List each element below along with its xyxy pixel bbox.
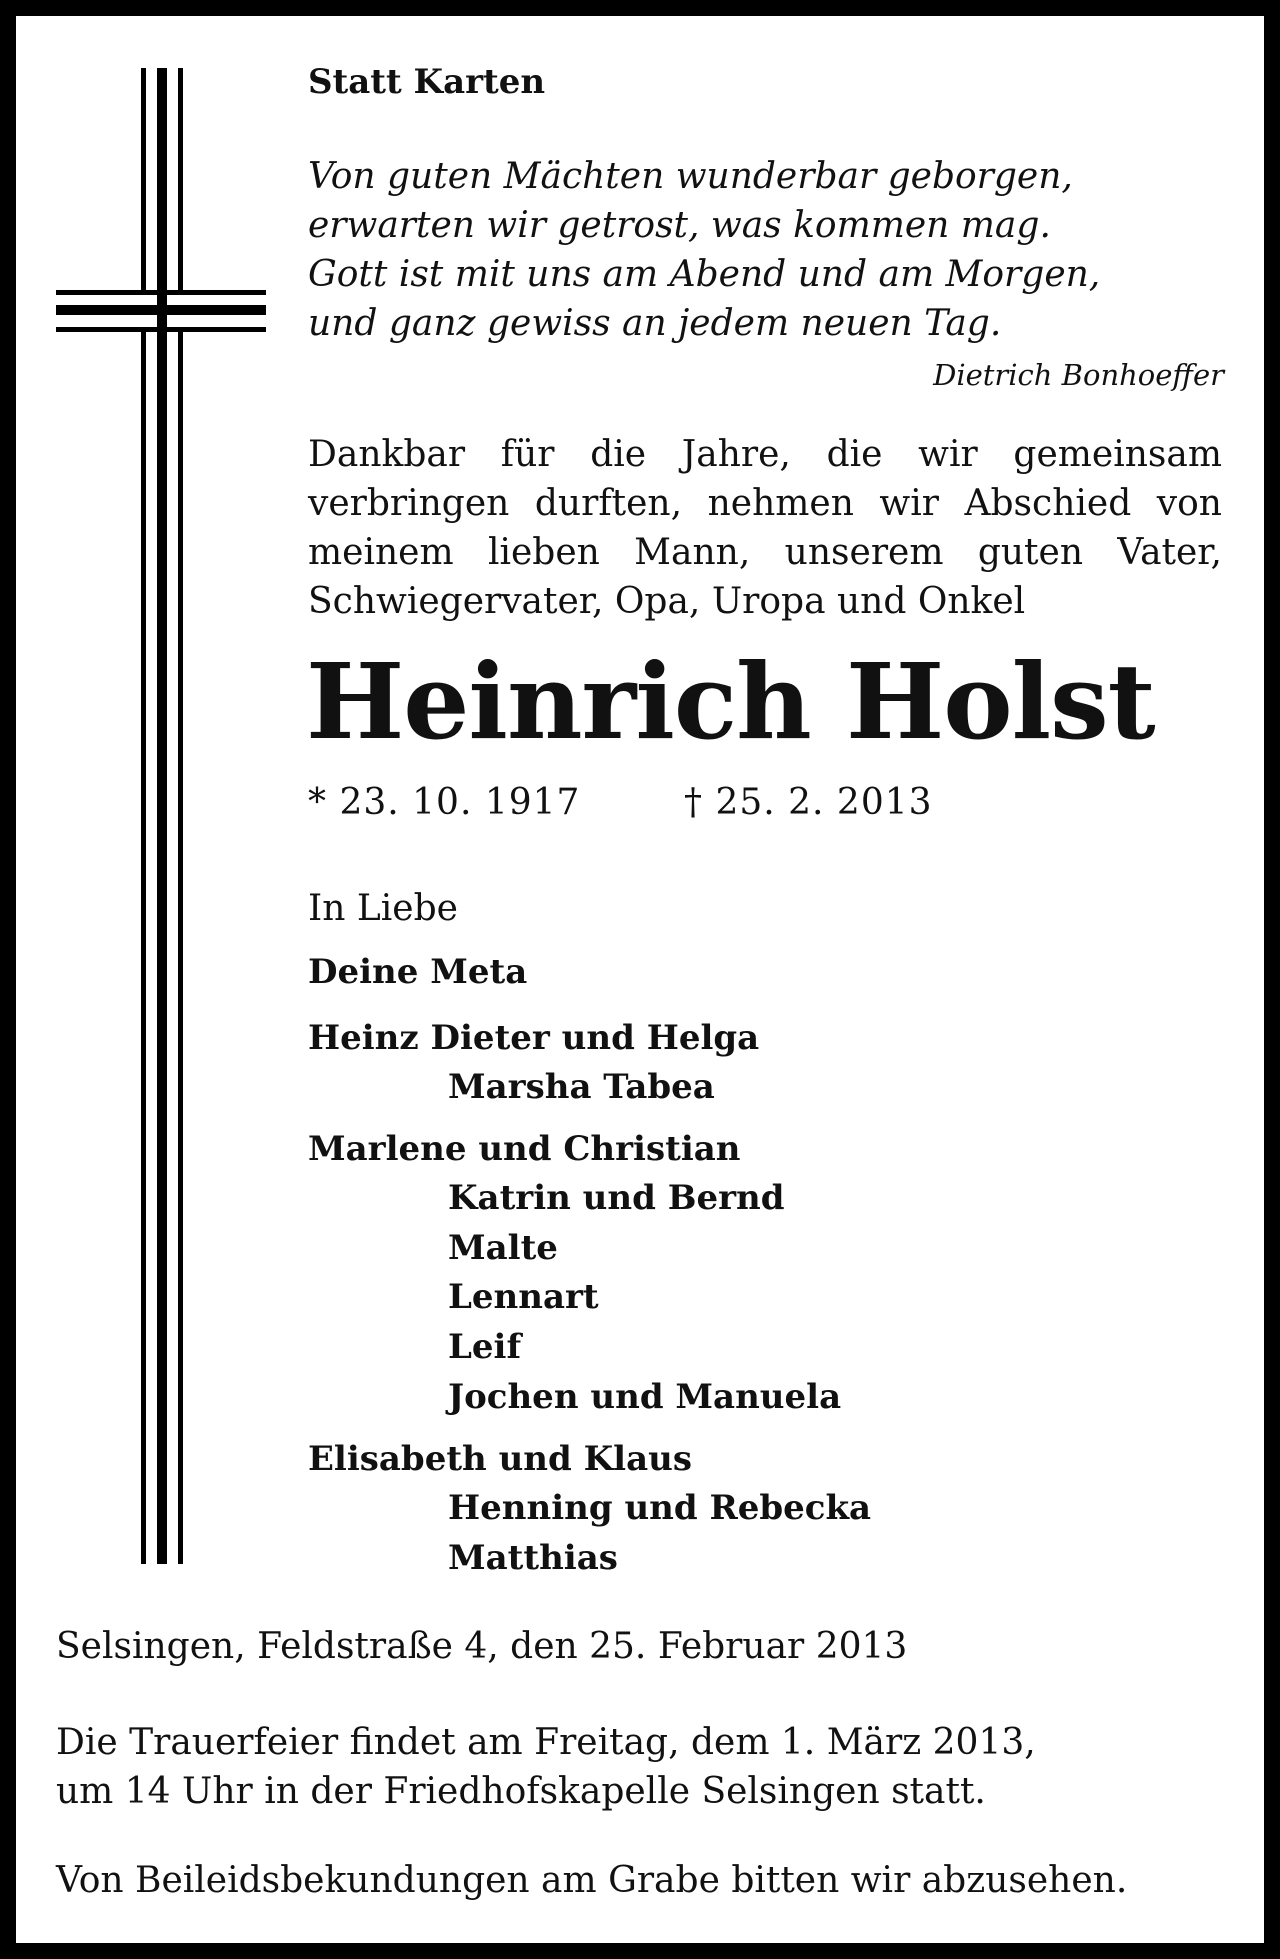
death-date: † 25. 2. 2013: [684, 782, 933, 823]
condolence-note: Von Beileidsbekundungen am Grabe bitten wir abzusehen.: [56, 1860, 1128, 1901]
intro-line: Dankbar für die Jahre, die wir gemeinsam: [308, 434, 1222, 475]
service-line: Die Trauerfeier findet am Freitag, dem 1. März 2013,: [56, 1722, 1036, 1763]
poem-line: und ganz gewiss an jedem neuen Tag.: [308, 303, 1002, 344]
family-member: Henning und Rebecka: [448, 1488, 872, 1528]
poem-line: Gott ist mit uns am Abend und am Morgen,: [308, 254, 1101, 295]
family-member: Jochen und Manuela: [448, 1377, 842, 1417]
family-member: Marlene und Christian: [308, 1129, 741, 1169]
poem-quote: [308, 152, 1100, 348]
family-member: Malte: [448, 1228, 558, 1268]
intro-line: verbringen durften, nehmen wir Abschied von: [308, 483, 1222, 524]
poem-author: Dietrich Bonhoeffer: [933, 358, 1224, 392]
family-member: Leif: [448, 1327, 522, 1367]
funeral-service-info: [56, 1718, 1036, 1816]
intro-line: Schwiegervater, Opa, Uropa und Onkel: [308, 581, 1026, 622]
notice-heading: Statt Karten: [308, 62, 546, 102]
family-member: Elisabeth und Klaus: [308, 1439, 692, 1479]
family-member: Heinz Dieter und Helga: [308, 1018, 760, 1058]
family-member: Deine Meta: [308, 952, 528, 992]
deceased-name: Heinrich Holst: [306, 640, 1155, 763]
place-date: Selsingen, Feldstraße 4, den 25. Februar 2013: [56, 1626, 908, 1667]
family-member: Lennart: [448, 1277, 599, 1317]
family-member: Katrin und Bernd: [448, 1178, 785, 1218]
intro-line: meinem lieben Mann, unserem guten Vater,: [308, 532, 1222, 573]
family-member: Matthias: [448, 1538, 618, 1578]
service-line: um 14 Uhr in der Friedhofskapelle Selsingen statt.: [56, 1771, 986, 1812]
birth-date: * 23. 10. 1917: [308, 782, 581, 823]
poem-line: Von guten Mächten wunderbar geborgen,: [308, 156, 1073, 197]
closing-phrase: In Liebe: [308, 888, 458, 929]
family-member: Marsha Tabea: [448, 1067, 715, 1107]
intro-text: [308, 430, 1222, 626]
poem-line: erwarten wir getrost, was kommen mag.: [308, 205, 1051, 246]
